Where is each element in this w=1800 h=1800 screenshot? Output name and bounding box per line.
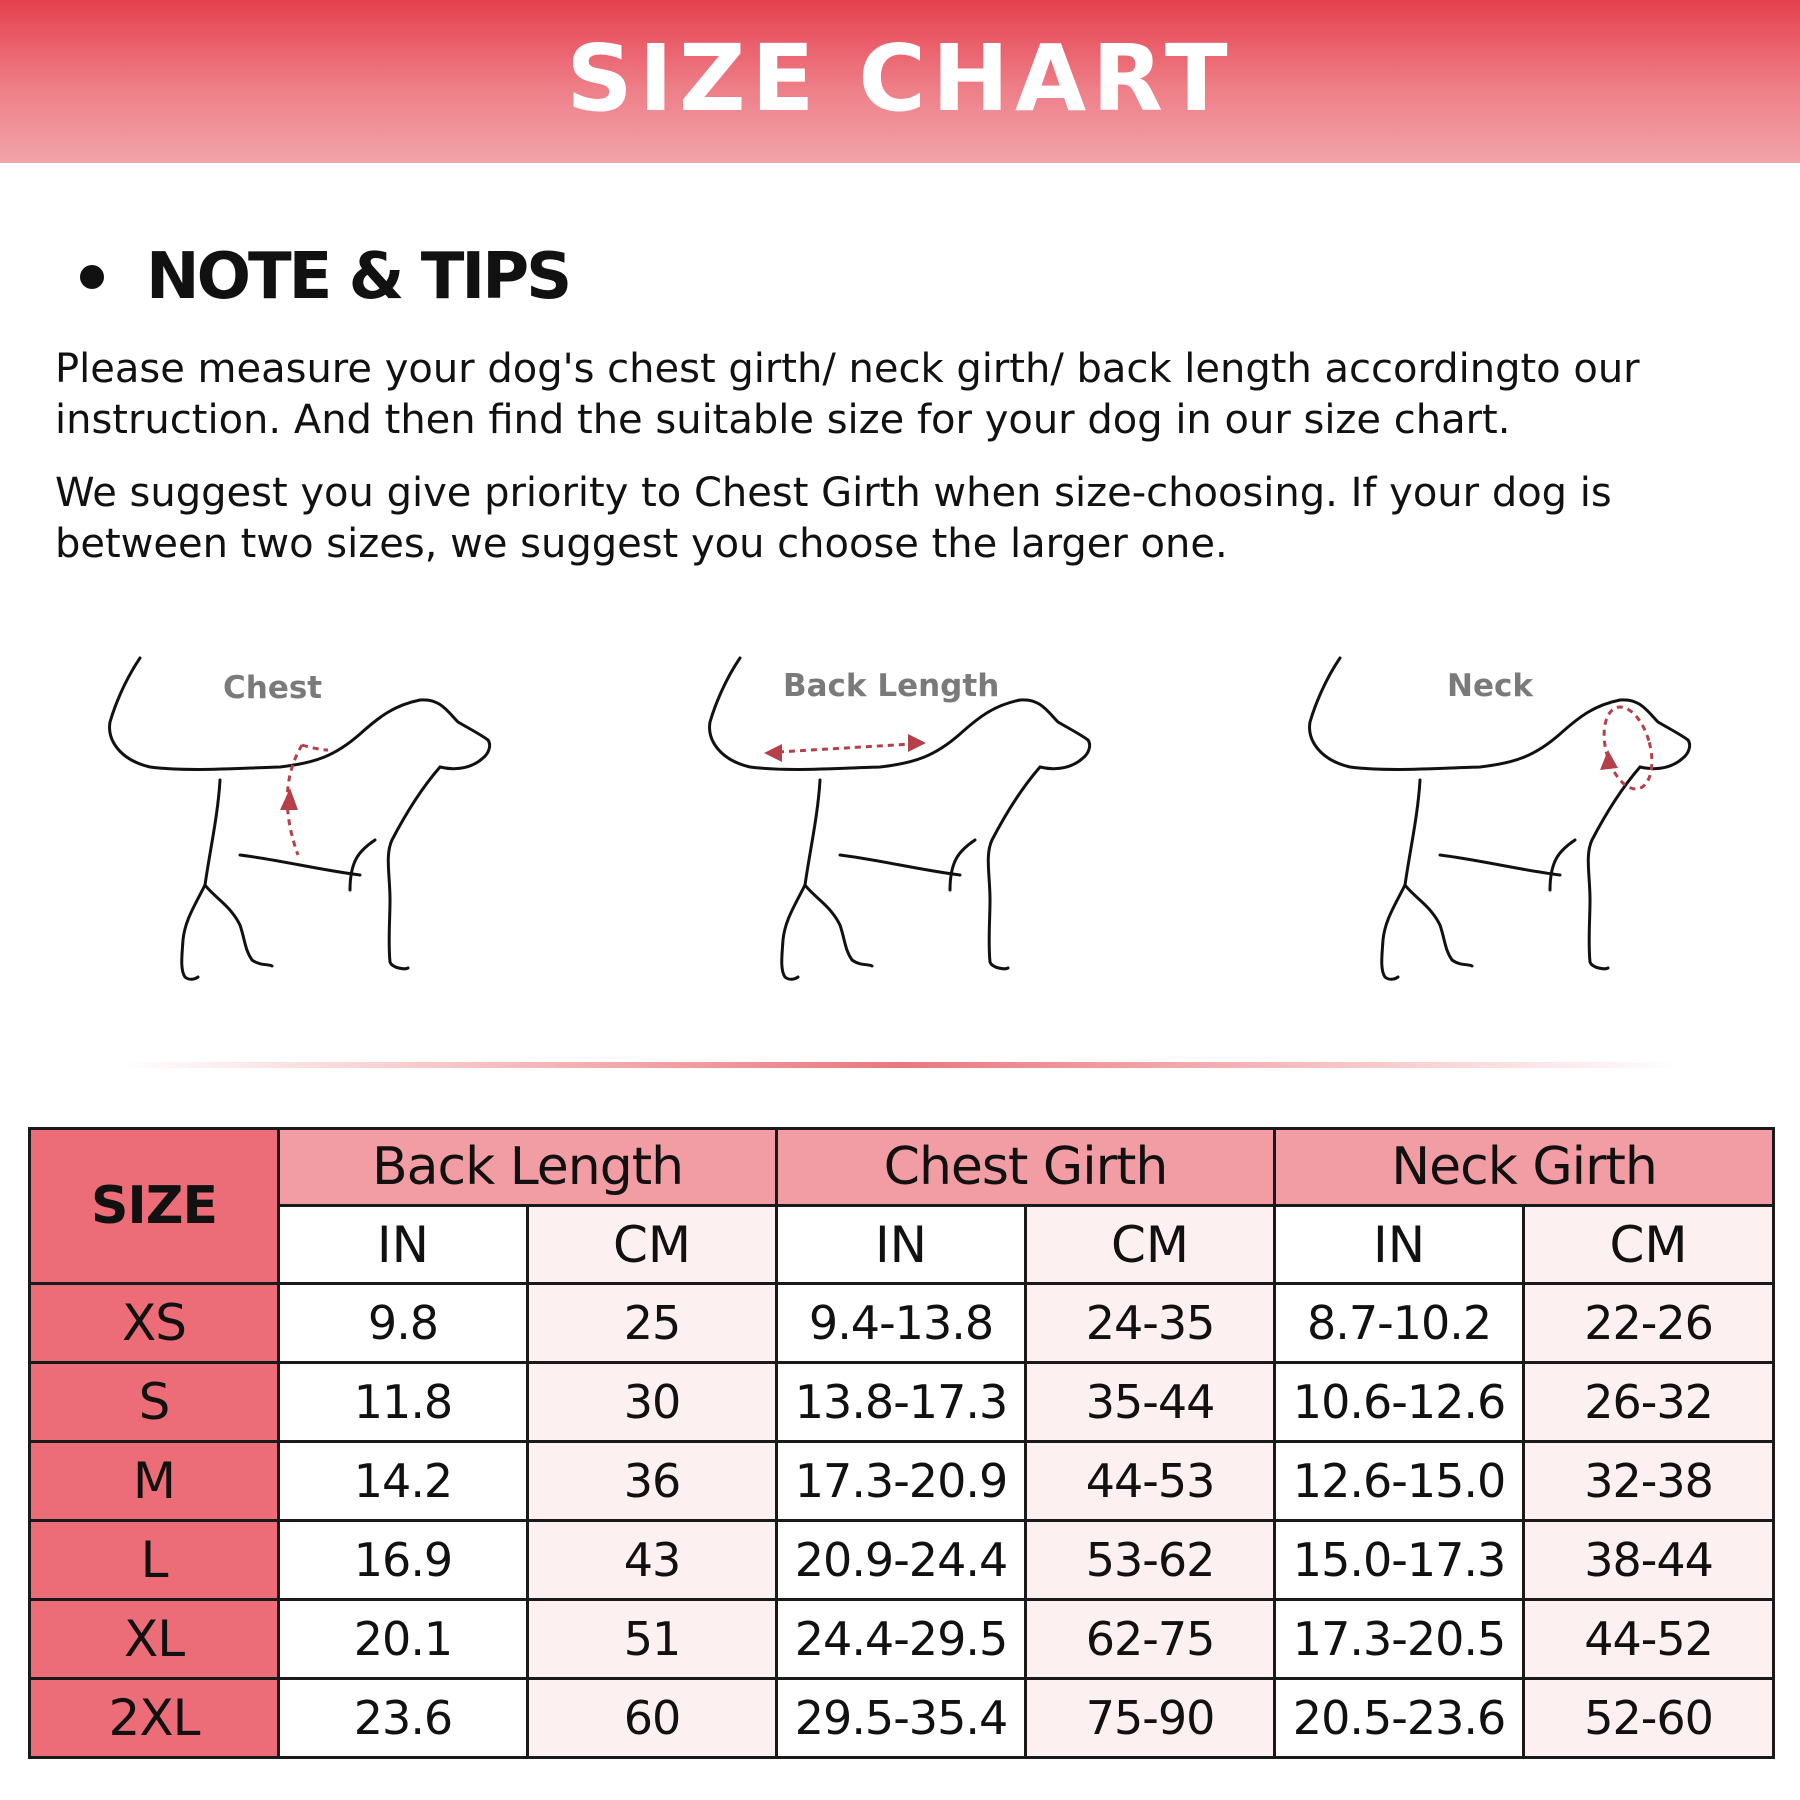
dog-neck-icon (1290, 650, 1730, 1020)
table-cell: 20.5-23.6 (1275, 1679, 1524, 1758)
table-cell: 9.8 (279, 1284, 528, 1363)
table-cell: 11.8 (279, 1363, 528, 1442)
table-cell: 17.3-20.5 (1275, 1600, 1524, 1679)
size-cell: XS (30, 1284, 279, 1363)
table-row (30, 1679, 1774, 1758)
group-header-back-length: Back Length (279, 1129, 777, 1206)
note-heading (80, 240, 569, 314)
diagram-label-chest: Chest (223, 670, 323, 706)
unit-header: CM (1524, 1206, 1774, 1284)
table-cell: 30 (528, 1363, 777, 1442)
group-header-chest-girth: Chest Girth (777, 1129, 1275, 1206)
table-cell: 8.7-10.2 (1275, 1284, 1524, 1363)
page-title: SIZE CHART (566, 25, 1234, 132)
table-cell: 24.4-29.5 (777, 1600, 1026, 1679)
table-cell: 20.1 (279, 1600, 528, 1679)
table-cell: 22-26 (1524, 1284, 1774, 1363)
section-divider (120, 1062, 1680, 1068)
table-cell: 75-90 (1026, 1679, 1275, 1758)
note-paragraph-1: Please measure your dog's chest girth/ neck girth/ back length accordingto our instruction. And then find the suitable size for your dog in our size chart. (55, 346, 1640, 443)
size-table (28, 1127, 1775, 1759)
table-cell: 60 (528, 1679, 777, 1758)
table-cell: 29.5-35.4 (777, 1679, 1026, 1758)
table-cell: 14.2 (279, 1442, 528, 1521)
unit-header: IN (777, 1206, 1026, 1284)
table-row (30, 1521, 1774, 1600)
size-cell: S (30, 1363, 279, 1442)
unit-header: IN (279, 1206, 528, 1284)
back-length-diagram (690, 650, 1130, 1020)
table-cell: 17.3-20.9 (777, 1442, 1026, 1521)
table-cell: 13.8-17.3 (777, 1363, 1026, 1442)
table-cell: 10.6-12.6 (1275, 1363, 1524, 1442)
table-row (30, 1363, 1774, 1442)
table-cell: 24-35 (1026, 1284, 1275, 1363)
size-cell: XL (30, 1600, 279, 1679)
table-row (30, 1600, 1774, 1679)
group-header-neck-girth: Neck Girth (1275, 1129, 1774, 1206)
size-column-header: SIZE (30, 1129, 279, 1284)
table-cell: 43 (528, 1521, 777, 1600)
bullet-icon (80, 265, 104, 289)
table-cell: 52-60 (1524, 1679, 1774, 1758)
table-cell: 25 (528, 1284, 777, 1363)
size-cell: L (30, 1521, 279, 1600)
size-cell: M (30, 1442, 279, 1521)
table-cell: 23.6 (279, 1679, 528, 1758)
note-title: NOTE & TIPS (146, 240, 570, 314)
chest-diagram (90, 650, 530, 1020)
table-cell: 9.4-13.8 (777, 1284, 1026, 1363)
table-cell: 44-53 (1026, 1442, 1275, 1521)
table-cell: 32-38 (1524, 1442, 1774, 1521)
note-paragraph-2: We suggest you give priority to Chest Girth when size-choosing. If your dog is between two sizes, we suggest you choose the larger one. (55, 470, 1612, 567)
table-cell: 15.0-17.3 (1275, 1521, 1524, 1600)
table-cell: 38-44 (1524, 1521, 1774, 1600)
table-cell: 44-52 (1524, 1600, 1774, 1679)
diagram-label-back-length: Back Length (783, 668, 1000, 704)
header-banner (0, 0, 1800, 163)
table-row (30, 1442, 1774, 1521)
unit-header: IN (1275, 1206, 1524, 1284)
table-cell: 20.9-24.4 (777, 1521, 1026, 1600)
table-cell: 26-32 (1524, 1363, 1774, 1442)
table-cell: 62-75 (1026, 1600, 1275, 1679)
dog-back-length-icon (690, 650, 1130, 1020)
diagram-label-neck: Neck (1447, 668, 1533, 704)
table-cell: 53-62 (1026, 1521, 1275, 1600)
table-cell: 51 (528, 1600, 777, 1679)
table-cell: 35-44 (1026, 1363, 1275, 1442)
table-cell: 36 (528, 1442, 777, 1521)
size-cell: 2XL (30, 1679, 279, 1758)
table-cell: 16.9 (279, 1521, 528, 1600)
table-cell: 12.6-15.0 (1275, 1442, 1524, 1521)
table-row (30, 1284, 1774, 1363)
unit-header: CM (1026, 1206, 1275, 1284)
unit-header: CM (528, 1206, 777, 1284)
neck-diagram (1290, 650, 1730, 1020)
